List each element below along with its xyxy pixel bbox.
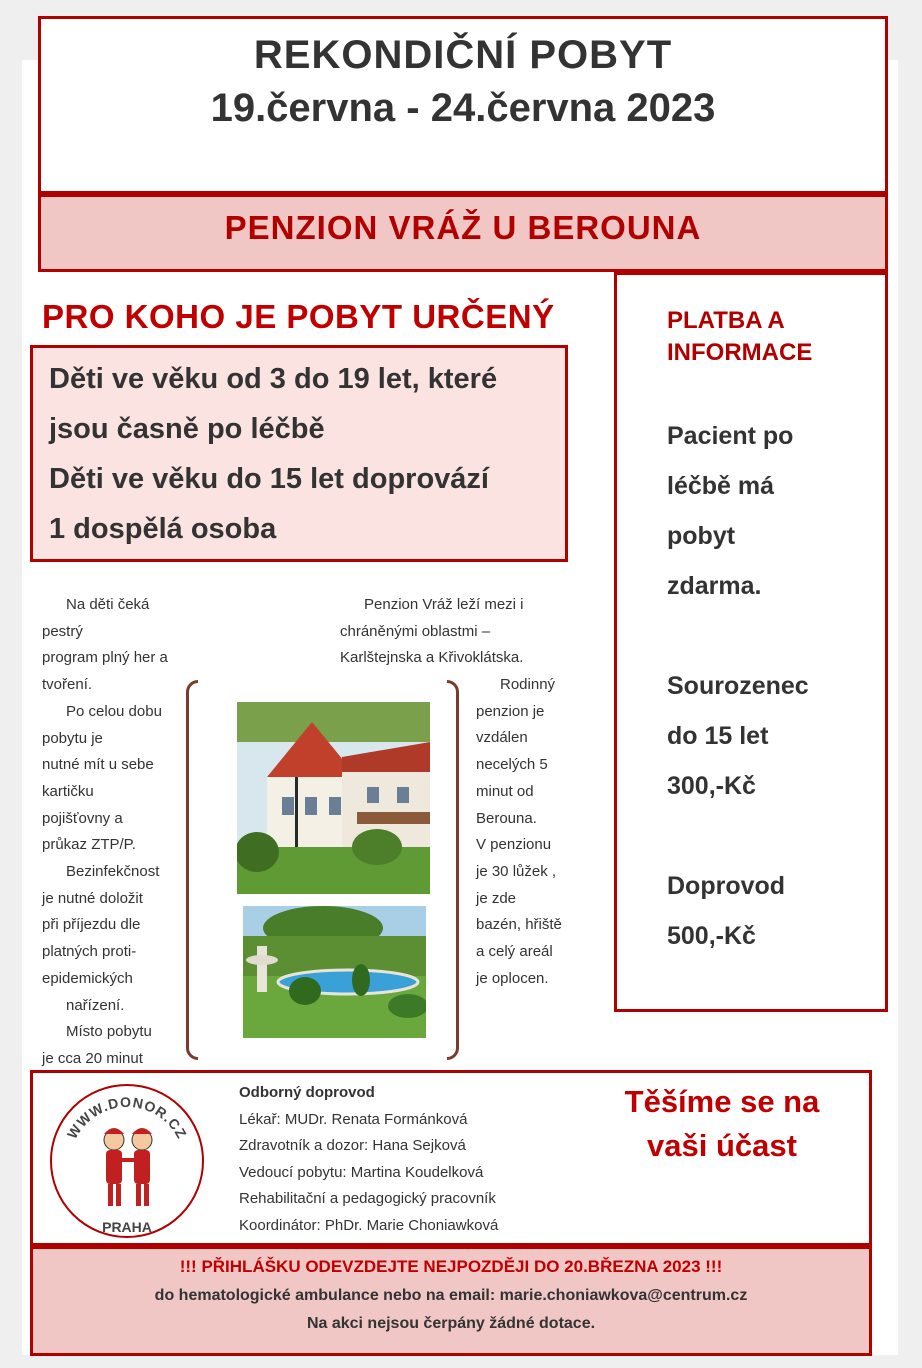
payment-heading [667, 305, 885, 369]
text-line: pojišťovny a [42, 809, 123, 827]
text-line: minut od [476, 782, 534, 800]
text-line: je nutné doložit [42, 889, 143, 907]
text-line: průkaz ZTP/P. [42, 836, 136, 854]
text-line: nařízení. [66, 996, 125, 1014]
text-line: Na děti čeká pestrý [42, 596, 150, 640]
text-line: chráněnými oblastmi – [340, 622, 491, 640]
text-line: Rodinný [500, 676, 556, 693]
sibling-info [667, 661, 885, 811]
text-line: program plný her a tvoření. [42, 649, 168, 694]
deadline-notice: !!! PŘIHLÁŠKU ODEVZDEJTE NEJPOZDĚJI DO 20.BŘEZNA 2023 !!! [179, 1257, 723, 1276]
team-list [239, 1080, 498, 1240]
text-line: kartičku [42, 782, 94, 800]
target-heading: PRO KOHO JE POBYT URČENÝ [42, 298, 555, 335]
team-member: Rehabilitační a pedagogický pracovník [239, 1190, 496, 1208]
text-line: V penzionu [476, 836, 552, 854]
event-dates: 19.června - 24.června 2023 [210, 86, 716, 130]
text-line: platných proti- [42, 943, 137, 961]
logo-bottom-text: PRAHA [102, 1219, 152, 1235]
greeting-line: vaši účast [647, 1128, 797, 1163]
payment-box [614, 272, 888, 1012]
target-line: Děti ve věku do 15 let doprovází [49, 463, 489, 495]
text-line: a celý areál [476, 943, 553, 961]
text-line: Penzion Vráž leží mezi i [364, 596, 524, 613]
footer-box [30, 1246, 872, 1356]
text-line: Po celou dobu pobytu je [42, 702, 162, 747]
left-bracket [186, 680, 198, 1060]
text-line: Bezinfekčnost [66, 863, 160, 881]
payment-heading-line: PLATBA A [667, 307, 785, 334]
text-line: nutné mít u sebe [42, 756, 154, 774]
target-box [30, 345, 568, 562]
team-member: Vedoucí pobytu: Martina Koudelková [239, 1163, 484, 1181]
text-line: je zde [476, 889, 517, 907]
title-box [38, 16, 888, 194]
donor-logo [48, 1082, 206, 1240]
text-line: epidemických [42, 969, 133, 987]
right-bracket [447, 680, 459, 1060]
text-line: Místo pobytu [66, 1023, 152, 1041]
text-line: je oplocen. [476, 969, 549, 987]
text-line: vzdálen [476, 729, 528, 747]
team-member: Lékař: MUDr. Renata Formánková [239, 1110, 468, 1128]
target-line: 1 dospělá osoba [49, 513, 277, 545]
guesthouse-photo [237, 702, 430, 894]
text-line: Berouna. [476, 809, 537, 827]
payment-line: pobyt [667, 522, 736, 550]
venue-name: PENZION VRÁŽ U BEROUNA [224, 209, 702, 246]
text-line: penzion je [476, 702, 545, 720]
target-line: Děti ve věku od 3 do 19 let, které [49, 363, 498, 395]
text-line: bazén, hřiště [476, 916, 562, 934]
location-text [340, 592, 590, 672]
greeting-line: Těšíme se na [624, 1084, 820, 1119]
subsidy-note: Na akci nejsou čerpány žádné dotace. [306, 1315, 596, 1332]
payment-line: 300,-Kč [667, 772, 756, 800]
guesthouse-text [476, 672, 596, 992]
text-line: je 30 lůžek , [476, 862, 557, 880]
pool-photo [243, 906, 426, 1038]
team-member: Koordinátor: PhDr. Marie Choniawková [239, 1216, 499, 1234]
text-line: necelých 5 [476, 756, 548, 774]
team-member: Zdravotník a dozor: Hana Sejková [239, 1137, 466, 1155]
text-line: Karlštejnska a Křivoklátska. [340, 649, 524, 667]
venue-box [38, 194, 888, 272]
program-text [42, 592, 192, 1099]
text-line: je cca 20 minut [42, 1049, 143, 1067]
payment-line: 500,-Kč [667, 922, 756, 950]
payment-line: léčbě má [667, 472, 775, 500]
target-line: jsou časně po léčbě [49, 413, 325, 445]
payment-heading-line: INFORMACE [667, 339, 813, 366]
event-title: REKONDIČNÍ POBYT [253, 33, 673, 77]
text-line: při příjezdu dle [42, 916, 141, 934]
payment-line: do 15 let [667, 722, 769, 750]
escort-info [667, 861, 885, 961]
payment-line: Sourozenec [667, 672, 809, 700]
team-heading: Odborný doprovod [239, 1084, 375, 1101]
payment-line: zdarma. [667, 572, 762, 600]
contact-line: do hematologické ambulance nebo na email: marie.choniawkova@centrum.cz [154, 1287, 748, 1304]
payment-line: Doprovod [667, 872, 786, 900]
greeting [612, 1080, 832, 1168]
payment-line: Pacient po [667, 422, 794, 450]
logo-top-text: WWW.DONOR.CZ [63, 1093, 191, 1142]
patient-info [667, 411, 885, 611]
